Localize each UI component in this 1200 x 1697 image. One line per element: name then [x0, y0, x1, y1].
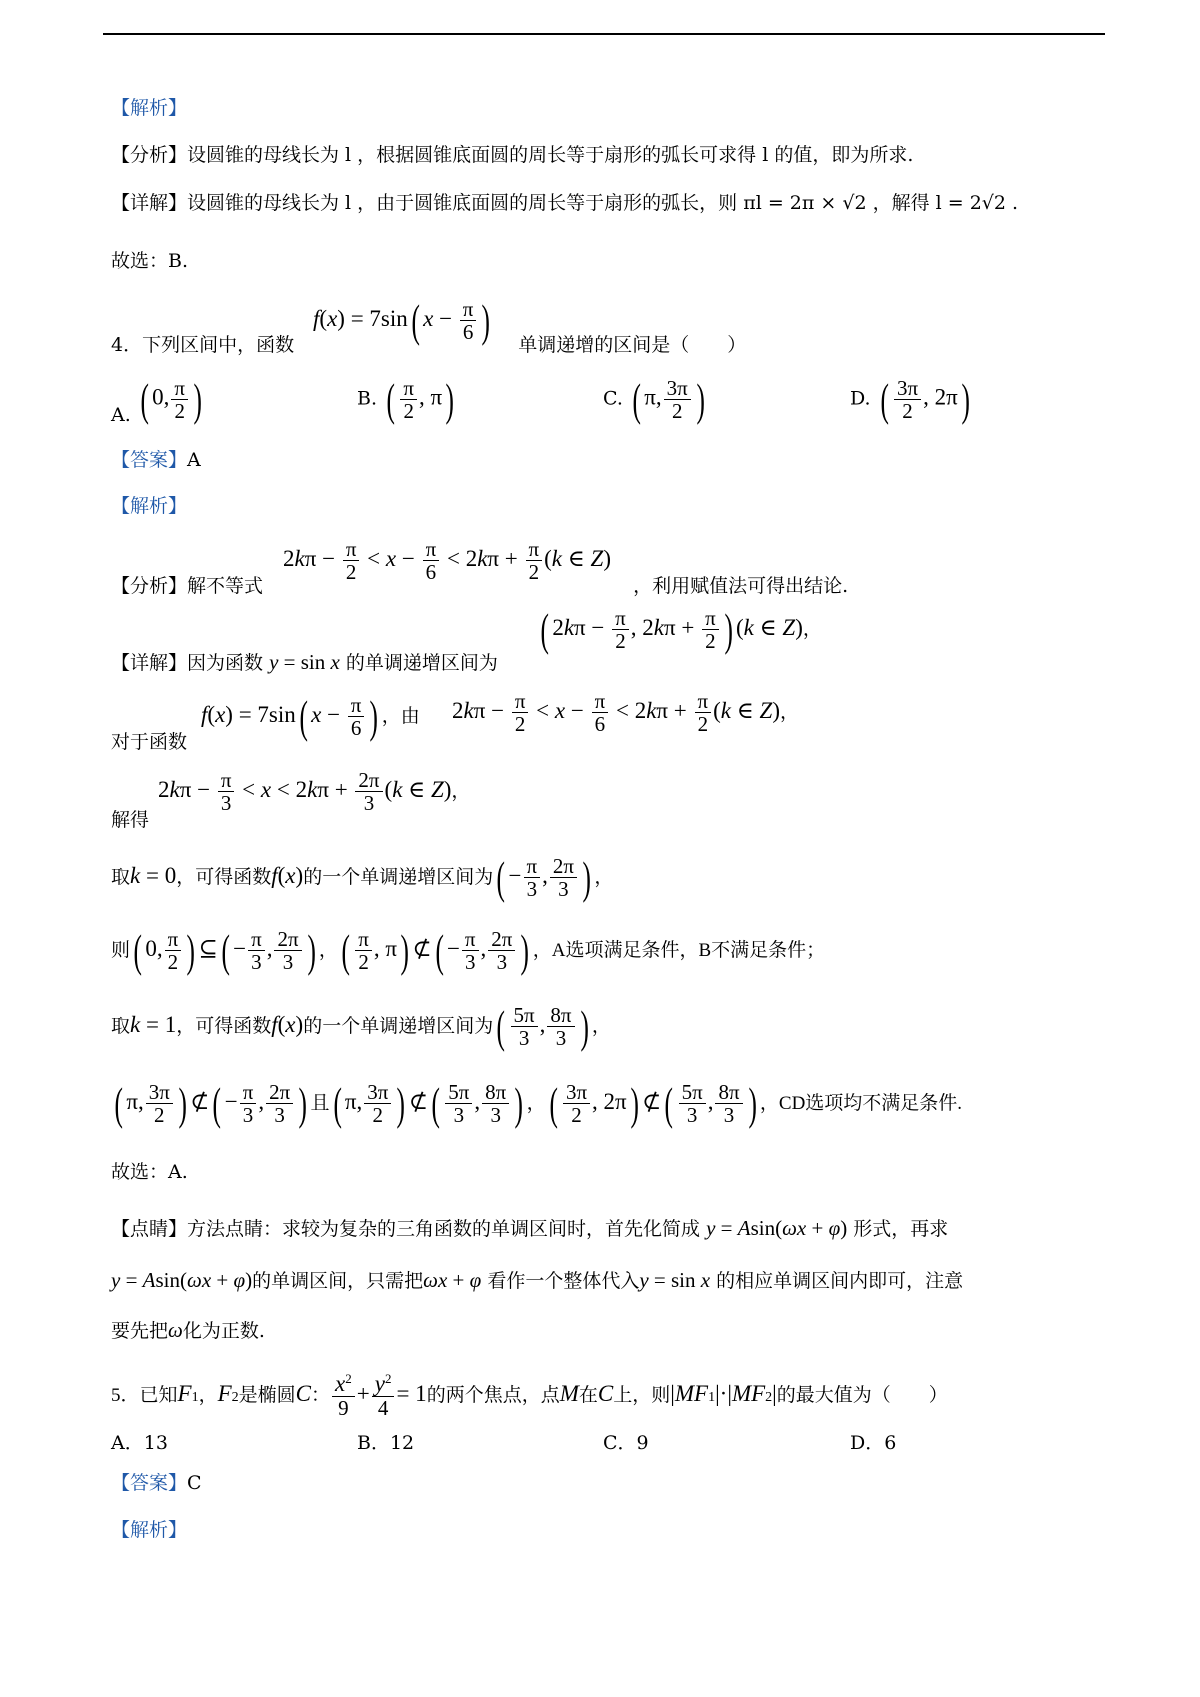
header-rule [103, 33, 1105, 35]
q4-option-b[interactable]: B. ( $\frac{\pi}{2}$ , π) [357, 374, 455, 425]
q4-option-c[interactable]: C. ( π, $\frac{3\pi}{2}$ ) [603, 374, 705, 425]
q4-detail-inequality: 2kπ − $\frac{\pi}{2}$ < x − $\frac{\pi}{6}$ < 2kπ + $\frac{\pi}{2}$ (k ∈ Z)， [452, 689, 800, 737]
q4-detail-line-3: 解得 [111, 809, 150, 831]
q4-detail-interval: ( 2kπ − $\frac{\pi}{2}$ , 2kπ + $\frac{\pi}{2}$ ) (k ∈ Z)， [540, 604, 822, 655]
q5-analysis-heading: 【解析】 [111, 1519, 188, 1541]
q4-analysis-heading: 【解析】 [111, 495, 188, 517]
q5-stem: 5．已知F1，F2是椭圆C： $\frac{x^2}{9}$ + $\frac{y^2}{4}$ = 1的两个焦点，点M在C上，则|MF1|·|MF2|的最大值为（ ） [111, 1371, 948, 1421]
q3-analysis-heading: 【解析】 [111, 97, 188, 119]
q3-fenxi-line [111, 146, 913, 165]
q4-fenxi-inequality: 2kπ − $\frac{\pi}{2}$ < x − $\frac{\pi}{6}$ < 2kπ + $\frac{\pi}{2}$ (k ∈ Z) [283, 537, 612, 585]
q4-detail-solution: 2kπ − $\frac{\pi}{3}$ < x < 2kπ + $\frac{2\pi}{3}$ (k ∈ Z)， [158, 768, 471, 816]
q4-stem-function: f(x) = 7sin( x − $\frac{\pi}{6}$ ) [313, 295, 491, 346]
q4-detail-line-7: ( π, $\frac{3\pi}{2}$ ) ⊄( − $\frac{\pi}{3}$ , $\frac{2\pi}{3}$ ) 且( π, $\frac{3\pi}{2}$ ) ⊄( $\frac{5\pi}{3}$ , $\frac{8\pi}{3}$ ) ，( $\frac{3\pi}{2}$ , 2π) ⊄( $\frac{5\pi}{3}$ , $\frac{8\pi}{3}$ ) ，CD选项均不满足条件. [114, 1078, 963, 1129]
q4-tip-line-1: 【点睛】方法点睛：求较为复杂的三角函数的单调区间时，首先化简成 y = Asin(ωx + φ) 形式，再求 [111, 1216, 949, 1240]
q3-xiangjie-line [111, 194, 1018, 213]
q4-stem: 4．下列区间中，函数 单调递增的区间是（ ） [111, 334, 747, 356]
fenxi-tag: 【分析】 [111, 144, 188, 166]
fenxi-text: 设圆锥的母线长为 l ，根据圆锥底面圆的周长等于扇形的弧长可求得 l 的值，即为所求. [187, 144, 914, 166]
q4-detail-line-6: 取k = 1，可得函数f(x)的一个单调递增区间为( $\frac{5\pi}{3}$ , $\frac{8\pi}{3}$ ) ， [111, 1001, 611, 1052]
q4-detail-line-2: 对于函数 [111, 731, 188, 753]
q4-tip-line-2: y = Asin(ωx + φ)的单调区间，只需把ωx + φ 看作一个整体代入y = sin x 的相应单调区间内即可，注意 [111, 1268, 964, 1292]
q4-answer-choice: 故选：A. [111, 1161, 188, 1183]
q5-answer: 【答案】C [111, 1472, 202, 1494]
q4-detail-line-4: 取k = 0，可得函数f(x)的一个单调递增区间为( − $\frac{\pi}{3}$ , $\frac{2\pi}{3}$ ) ， [111, 852, 614, 903]
q4-detail-line-1: 【详解】因为函数 y = sin x 的单调递增区间为 [111, 650, 498, 674]
q5-option-d[interactable]: D．6 [850, 1432, 897, 1454]
q4-detail-function: f(x) = 7sin( x − $\frac{\pi}{6}$ ) ，由 [201, 691, 420, 742]
q4-option-a[interactable]: A. ( 0, $\frac{\pi}{2}$ ) [111, 374, 202, 426]
q5-option-b[interactable]: B．12 [357, 1432, 415, 1454]
q4-answer: 【答案】A [111, 449, 201, 471]
q5-option-c[interactable]: C．9 [603, 1432, 649, 1454]
q5-option-a[interactable]: A．13 [111, 1432, 168, 1454]
xiangjie-tag: 【详解】 [111, 192, 188, 214]
xiangjie-text: 设圆锥的母线长为 l ，由于圆锥底面圆的周长等于扇形的弧长，则 πl = 2π × √2 ，解得 l = 2√2 . [187, 192, 1019, 214]
q4-option-d[interactable]: D. ( $\frac{3\pi}{2}$ , 2π) [850, 374, 970, 425]
q4-fenxi-line: 【分析】解不等式 ，利用赋值法可得出结论. [111, 575, 849, 597]
q4-detail-line-5: 则( 0, $\frac{\pi}{2}$ ) ⊆( − $\frac{\pi}{3}$ , $\frac{2\pi}{3}$ ) ，( $\frac{\pi}{2}$ , π) ⊄( − $\frac{\pi}{3}$ , $\frac{2\pi}{3}$ ) ，A选项满足条件，B不满足条件； [111, 925, 826, 976]
q4-tip-line-3: 要先把ω化为正数. [111, 1318, 265, 1342]
q3-answer-choice: 故选：B. [111, 250, 189, 272]
